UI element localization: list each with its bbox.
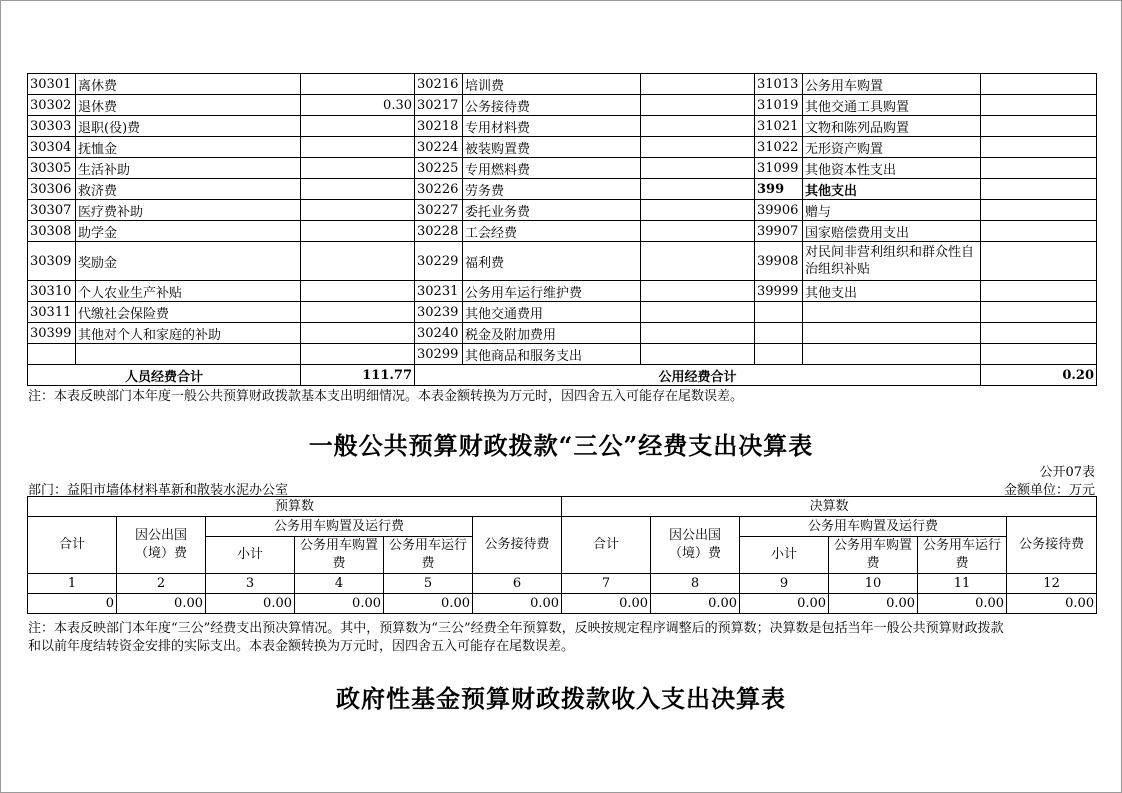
total-personnel-value: 111.77 bbox=[301, 365, 415, 386]
cell-amount bbox=[641, 179, 755, 200]
cell-code: 31022 bbox=[755, 137, 803, 158]
column-number: 6 bbox=[473, 574, 562, 594]
cell-amount bbox=[641, 302, 755, 323]
value-cell: 0.00 bbox=[1007, 594, 1097, 614]
cell-amount bbox=[301, 116, 415, 137]
cell-name: 培训费 bbox=[463, 74, 641, 95]
table-row bbox=[28, 281, 1097, 302]
table-row bbox=[28, 74, 1097, 95]
cell-code: 30399 bbox=[28, 323, 76, 344]
value-cell: 0.00 bbox=[562, 594, 651, 614]
cell-code: 30308 bbox=[28, 221, 76, 242]
final-group-header: 决算数 bbox=[562, 497, 1097, 517]
cell-name: 福利费 bbox=[463, 242, 641, 281]
cell-name: 无形资产购置 bbox=[803, 137, 981, 158]
cell-amount bbox=[981, 242, 1097, 281]
cell-code: 30228 bbox=[415, 221, 463, 242]
cell-name: 税金及附加费用 bbox=[463, 323, 641, 344]
cell-code: 30311 bbox=[28, 302, 76, 323]
cell-code: 30307 bbox=[28, 200, 76, 221]
cell-code: 31013 bbox=[755, 74, 803, 95]
budget-reception-header: 公务接待费 bbox=[473, 517, 562, 574]
cell-amount bbox=[301, 242, 415, 281]
table-row bbox=[28, 200, 1097, 221]
budget-subtotal-header: 小计 bbox=[206, 537, 295, 574]
cell-code: 30309 bbox=[28, 242, 76, 281]
column-number-row bbox=[28, 574, 1097, 594]
cell-code: 30305 bbox=[28, 158, 76, 179]
value-cell: 0.00 bbox=[117, 594, 206, 614]
cell-name: 代缴社会保险费 bbox=[76, 302, 301, 323]
cell-code: 31099 bbox=[755, 158, 803, 179]
value-cell: 0 bbox=[28, 594, 117, 614]
cell-code: 39908 bbox=[755, 242, 803, 281]
cell-name: 个人农业生产补贴 bbox=[76, 281, 301, 302]
cell-amount bbox=[641, 95, 755, 116]
form-number: 公开07表 bbox=[1039, 465, 1095, 480]
budget-total-header: 合计 bbox=[28, 517, 117, 574]
cell-amount bbox=[301, 302, 415, 323]
cell-name bbox=[803, 302, 981, 323]
cell-code: 30306 bbox=[28, 179, 76, 200]
cell-amount bbox=[641, 137, 755, 158]
cell-amount bbox=[981, 74, 1097, 95]
column-number: 12 bbox=[1007, 574, 1097, 594]
cell-amount bbox=[301, 179, 415, 200]
table-row bbox=[28, 179, 1097, 200]
three-public-table bbox=[27, 496, 1097, 614]
cell-code: 30304 bbox=[28, 137, 76, 158]
table-row bbox=[28, 344, 1097, 365]
column-number: 1 bbox=[28, 574, 117, 594]
table-row bbox=[28, 302, 1097, 323]
cell-code: 30301 bbox=[28, 74, 76, 95]
cell-code: 30240 bbox=[415, 323, 463, 344]
cell-name: 助学金 bbox=[76, 221, 301, 242]
table-row bbox=[28, 242, 1097, 281]
budget-group-header: 预算数 bbox=[28, 497, 562, 517]
cell-code: 30299 bbox=[415, 344, 463, 365]
cell-amount bbox=[301, 74, 415, 95]
table2-note-line1: 注：本表反映部门本年度“三公”经费支出预决算情况。其中，预算数为“三公”经费全年预算数，反映按规定程序调整后的预算数；决算数是包括当年一般公共预算财政拨款 bbox=[28, 621, 1004, 636]
cell-name: 国家赔偿费用支出 bbox=[803, 221, 981, 242]
value-cell: 0.00 bbox=[384, 594, 473, 614]
cell-code: 39999 bbox=[755, 281, 803, 302]
cell-amount bbox=[301, 221, 415, 242]
cell-code: 30310 bbox=[28, 281, 76, 302]
cell-code: 30216 bbox=[415, 74, 463, 95]
cell-name: 其他商品和服务支出 bbox=[463, 344, 641, 365]
cell-amount bbox=[641, 200, 755, 221]
column-number: 8 bbox=[651, 574, 740, 594]
column-number: 10 bbox=[829, 574, 918, 594]
cell-name: 其他支出 bbox=[803, 179, 981, 200]
table2-note-line2: 和以前年度结转资金安排的实际支出。本表金额转换为万元时，因四舍五入可能存在尾数误差。 bbox=[28, 639, 575, 654]
cell-amount bbox=[981, 116, 1097, 137]
cell-amount bbox=[981, 281, 1097, 302]
cell-amount bbox=[981, 158, 1097, 179]
cell-amount bbox=[301, 158, 415, 179]
cell-amount: 0.30 bbox=[301, 95, 415, 116]
cell-amount bbox=[641, 281, 755, 302]
cell-name: 退休费 bbox=[76, 95, 301, 116]
cell-name: 专用材料费 bbox=[463, 116, 641, 137]
cell-name: 生活补助 bbox=[76, 158, 301, 179]
cell-amount bbox=[981, 95, 1097, 116]
cell-name: 其他交通费用 bbox=[463, 302, 641, 323]
budget-purchase-header: 公务用车购置费 bbox=[295, 537, 384, 574]
cell-code: 31019 bbox=[755, 95, 803, 116]
cell-amount bbox=[301, 344, 415, 365]
cell-code: 399 bbox=[755, 179, 803, 200]
value-cell: 0.00 bbox=[473, 594, 562, 614]
cell-amount bbox=[641, 221, 755, 242]
final-reception-header: 公务接待费 bbox=[1007, 517, 1097, 574]
cell-amount bbox=[641, 158, 755, 179]
column-number: 3 bbox=[206, 574, 295, 594]
final-subtotal-header: 小计 bbox=[740, 537, 829, 574]
cell-code: 30231 bbox=[415, 281, 463, 302]
value-cell: 0.00 bbox=[829, 594, 918, 614]
cell-amount bbox=[981, 137, 1097, 158]
cell-code: 39906 bbox=[755, 200, 803, 221]
cell-name: 离休费 bbox=[76, 74, 301, 95]
value-cell: 0.00 bbox=[918, 594, 1007, 614]
cell-name: 其他支出 bbox=[803, 281, 981, 302]
cell-amount bbox=[641, 323, 755, 344]
final-vehicle-group-header: 公务用车购置及运行费 bbox=[740, 517, 1007, 537]
cell-name: 奖励金 bbox=[76, 242, 301, 281]
cell-amount bbox=[641, 242, 755, 281]
cell-name: 委托业务费 bbox=[463, 200, 641, 221]
cell-amount bbox=[981, 344, 1097, 365]
cell-amount bbox=[641, 344, 755, 365]
cell-code bbox=[755, 323, 803, 344]
final-abroad-header: 因公出国（境）费 bbox=[651, 517, 740, 574]
total-public-label: 公用经费合计 bbox=[415, 365, 981, 386]
cell-name: 救济费 bbox=[76, 179, 301, 200]
cell-code bbox=[28, 344, 76, 365]
cell-amount bbox=[301, 323, 415, 344]
cell-code: 30227 bbox=[415, 200, 463, 221]
cell-name: 被装购置费 bbox=[463, 137, 641, 158]
table-row bbox=[28, 95, 1097, 116]
cell-name: 工会经费 bbox=[463, 221, 641, 242]
cell-code: 30239 bbox=[415, 302, 463, 323]
table-row bbox=[28, 323, 1097, 344]
value-cell: 0.00 bbox=[206, 594, 295, 614]
cell-name: 公务接待费 bbox=[463, 95, 641, 116]
value-cell: 0.00 bbox=[295, 594, 384, 614]
value-row bbox=[28, 594, 1097, 614]
final-total-header: 合计 bbox=[562, 517, 651, 574]
column-number: 4 bbox=[295, 574, 384, 594]
cell-name: 公务用车购置 bbox=[803, 74, 981, 95]
cell-name: 退职(役)费 bbox=[76, 116, 301, 137]
budget-operation-header: 公务用车运行费 bbox=[384, 537, 473, 574]
cell-name: 文物和陈列品购置 bbox=[803, 116, 981, 137]
column-number: 11 bbox=[918, 574, 1007, 594]
cell-code bbox=[755, 344, 803, 365]
cell-code: 30229 bbox=[415, 242, 463, 281]
table1-note: 注：本表反映部门本年度一般公共预算财政拨款基本支出明细情况。本表金额转换为万元时，因四舍五入可能存在尾数误差。 bbox=[28, 389, 744, 404]
basic-expenditure-table bbox=[27, 73, 1097, 386]
value-cell: 0.00 bbox=[651, 594, 740, 614]
final-purchase-header: 公务用车购置费 bbox=[829, 537, 918, 574]
cell-amount bbox=[981, 200, 1097, 221]
unit-label: 金额单位：万元 bbox=[1003, 483, 1095, 498]
three-public-title: 一般公共预算财政拨款“三公”经费支出决算表 bbox=[308, 431, 814, 460]
cell-name: 对民间非营利组织和群众性自治组织补贴 bbox=[803, 242, 981, 281]
cell-code: 39907 bbox=[755, 221, 803, 242]
cell-name bbox=[803, 344, 981, 365]
column-number: 2 bbox=[117, 574, 206, 594]
department-label: 部门：益阳市墙体材料革新和散装水泥办公室 bbox=[28, 483, 289, 498]
cell-code: 30302 bbox=[28, 95, 76, 116]
cell-code: 31021 bbox=[755, 116, 803, 137]
cell-amount bbox=[641, 74, 755, 95]
cell-code: 30217 bbox=[415, 95, 463, 116]
cell-amount bbox=[301, 200, 415, 221]
column-number: 9 bbox=[740, 574, 829, 594]
cell-name bbox=[76, 344, 301, 365]
cell-code: 30303 bbox=[28, 116, 76, 137]
cell-amount bbox=[301, 281, 415, 302]
cell-amount bbox=[301, 137, 415, 158]
cell-code: 30224 bbox=[415, 137, 463, 158]
table-row bbox=[28, 158, 1097, 179]
table-row bbox=[28, 137, 1097, 158]
cell-code: 30218 bbox=[415, 116, 463, 137]
table-row bbox=[28, 116, 1097, 137]
value-cell: 0.00 bbox=[740, 594, 829, 614]
cell-amount bbox=[981, 179, 1097, 200]
cell-amount bbox=[981, 302, 1097, 323]
fund-budget-title: 政府性基金预算财政拨款收入支出决算表 bbox=[336, 684, 786, 713]
total-public-value: 0.20 bbox=[981, 365, 1097, 386]
cell-name: 医疗费补助 bbox=[76, 200, 301, 221]
table-row bbox=[28, 221, 1097, 242]
cell-name: 其他对个人和家庭的补助 bbox=[76, 323, 301, 344]
cell-name bbox=[803, 323, 981, 344]
cell-name: 专用燃料费 bbox=[463, 158, 641, 179]
column-number: 7 bbox=[562, 574, 651, 594]
cell-name: 公务用车运行维护费 bbox=[463, 281, 641, 302]
final-operation-header: 公务用车运行费 bbox=[918, 537, 1007, 574]
cell-name: 其他资本性支出 bbox=[803, 158, 981, 179]
cell-amount bbox=[981, 323, 1097, 344]
cell-name: 其他交通工具购置 bbox=[803, 95, 981, 116]
budget-vehicle-group-header: 公务用车购置及运行费 bbox=[206, 517, 473, 537]
budget-abroad-header: 因公出国（境）费 bbox=[117, 517, 206, 574]
cell-name: 赠与 bbox=[803, 200, 981, 221]
cell-name: 抚恤金 bbox=[76, 137, 301, 158]
cell-amount bbox=[641, 116, 755, 137]
column-number: 5 bbox=[384, 574, 473, 594]
cell-code bbox=[755, 302, 803, 323]
cell-code: 30225 bbox=[415, 158, 463, 179]
cell-code: 30226 bbox=[415, 179, 463, 200]
total-personnel-label: 人员经费合计 bbox=[28, 365, 301, 386]
cell-amount bbox=[981, 221, 1097, 242]
cell-name: 劳务费 bbox=[463, 179, 641, 200]
